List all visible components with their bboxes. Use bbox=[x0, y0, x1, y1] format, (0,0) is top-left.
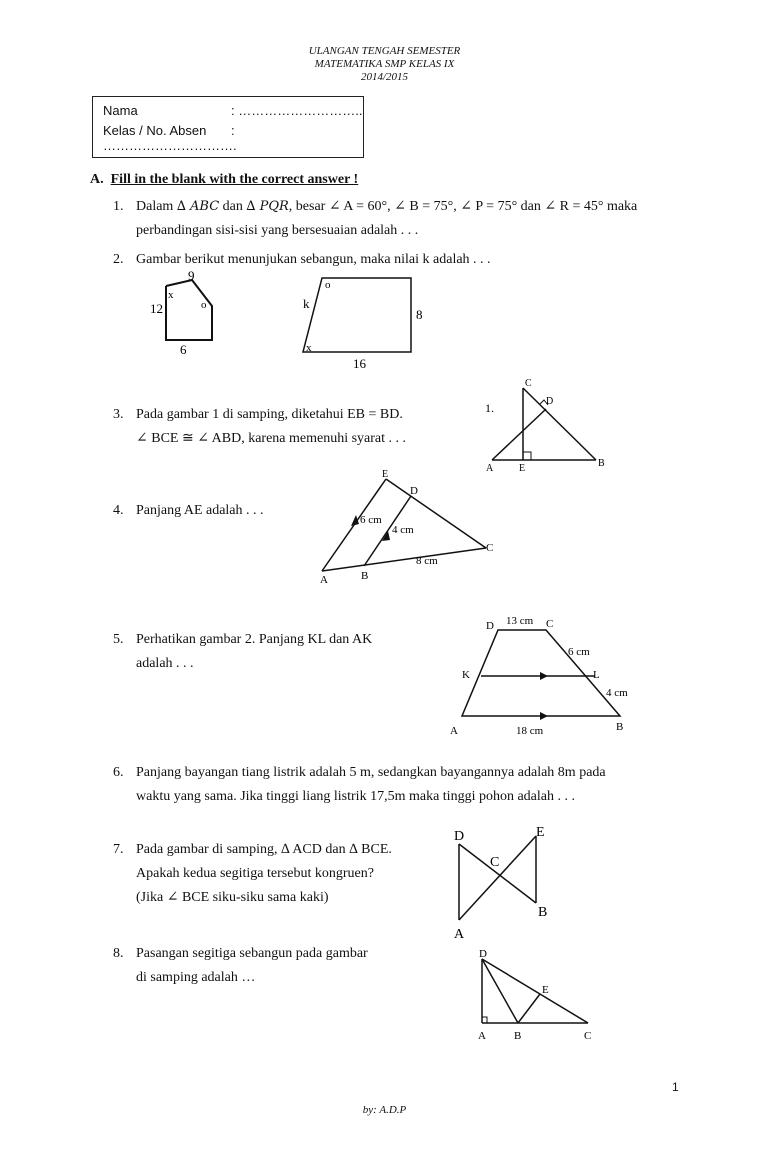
q5-length-ab: 18 cm bbox=[516, 725, 544, 737]
q5-trapezoid-figure bbox=[448, 610, 638, 740]
q1-text-a: Dalam bbox=[136, 199, 174, 214]
question-text: Pasangan segitiga sebangun pada gambar bbox=[136, 946, 368, 961]
question-text-line2: adalah . . . bbox=[136, 656, 194, 671]
question-text: Panjang AE adalah . . . bbox=[136, 503, 264, 518]
q7-figure bbox=[450, 820, 560, 945]
q3-label-a: A bbox=[486, 463, 494, 474]
question-text: Perhatikan gambar 2. Panjang KL dan AK bbox=[136, 632, 373, 647]
q1-text-dan: dan bbox=[222, 199, 243, 214]
question-text: Pada gambar 1 di samping, diketahui EB = BD. bbox=[136, 407, 403, 422]
q5-label-l: L bbox=[593, 669, 600, 681]
q8-line-be bbox=[518, 994, 540, 1023]
section-heading bbox=[90, 172, 358, 188]
q2-large-left-label: k bbox=[303, 296, 310, 311]
q2-small-angle-x: x bbox=[168, 289, 174, 301]
q8-label-d: D bbox=[479, 948, 487, 960]
q5-length-cl: 6 cm bbox=[568, 646, 590, 658]
q8-line-dc bbox=[482, 959, 588, 1023]
q1-triangle-abc: ∆ ABC bbox=[176, 199, 220, 214]
section-title: Fill in the blank with the correct answer ! bbox=[110, 172, 359, 187]
q3-label-b: B bbox=[598, 458, 605, 469]
q4-length-ae: 6 cm bbox=[360, 514, 382, 526]
q4-line-ec bbox=[386, 479, 486, 548]
question-number: 2. bbox=[113, 252, 124, 267]
q5-length-lb: 4 cm bbox=[606, 687, 628, 699]
q4-label-c: C bbox=[486, 542, 494, 554]
question-text: Panjang bayangan tiang listrik adalah 5 m, sedangkan bayangannya adalah 8m pada bbox=[136, 765, 606, 780]
q7-label-c: C bbox=[490, 855, 500, 870]
q5-label-a: A bbox=[450, 725, 458, 737]
question-number: 7. bbox=[113, 842, 124, 857]
class-blank: : …………………………. bbox=[103, 123, 237, 153]
q5-label-k: K bbox=[462, 669, 470, 681]
q3-label-c: C bbox=[525, 378, 532, 389]
q7-label-e: E bbox=[536, 825, 545, 840]
section-letter: A. bbox=[90, 172, 104, 187]
q7-label-d: D bbox=[454, 829, 465, 844]
question-text-line2: Apakah kedua segitiga tersebut kongruen? bbox=[136, 866, 374, 881]
q4-label-e: E bbox=[382, 469, 389, 480]
q5-label-c: C bbox=[546, 618, 554, 630]
q5-arrow-ab bbox=[540, 712, 548, 720]
q8-label-e: E bbox=[542, 984, 549, 996]
q8-label-c: C bbox=[584, 1030, 592, 1042]
q8-label-b: B bbox=[514, 1030, 522, 1042]
name-row bbox=[103, 103, 362, 118]
question-number: 1. bbox=[113, 199, 124, 214]
exam-subject: MATEMATIKA SMP KELAS IX bbox=[314, 58, 455, 70]
question-number: 5. bbox=[113, 632, 124, 647]
q2-large-shape bbox=[303, 278, 411, 352]
q3-line-cb bbox=[523, 388, 596, 460]
q2-large-bottom-label: 16 bbox=[353, 356, 366, 371]
q5-label-d: D bbox=[486, 620, 494, 632]
q4-figure bbox=[312, 465, 504, 585]
name-label: Nama bbox=[103, 103, 138, 118]
question-text-line3: (Jika ∠ BCE siku-siku sama kaki) bbox=[136, 890, 329, 905]
q7-label-b: B bbox=[538, 905, 548, 920]
q4-length-bc: 8 cm bbox=[416, 555, 438, 567]
q3-caption: 1. bbox=[485, 401, 494, 415]
q2-large-quadrilateral bbox=[295, 272, 435, 372]
q7-line-ae bbox=[459, 836, 536, 920]
q2-small-left-label: 12 bbox=[150, 301, 163, 316]
class-label: Kelas / No. Absen bbox=[103, 123, 207, 138]
q3-label-d: D bbox=[546, 396, 554, 407]
q7-label-a: A bbox=[454, 927, 465, 942]
q8-line-db bbox=[482, 959, 518, 1023]
q4-length-bd: 4 cm bbox=[392, 524, 414, 536]
question-text: Gambar berikut menunjukan sebangun, maka nilai k adalah . . . bbox=[136, 252, 491, 267]
question-text: Pada gambar di samping, ∆ ACD dan ∆ BCE. bbox=[136, 842, 392, 857]
author-credit: by: A.D.P bbox=[362, 1104, 407, 1116]
q4-label-d: D bbox=[410, 485, 418, 497]
q4-label-b: B bbox=[361, 570, 369, 582]
question-number: 4. bbox=[113, 503, 124, 518]
name-blank: : ……………………….. bbox=[231, 103, 363, 118]
exam-year: 2014/2015 bbox=[360, 71, 409, 83]
q4-arrow-ae bbox=[351, 515, 359, 526]
exam-title: ULANGAN TENGAH SEMESTER bbox=[308, 45, 461, 57]
q5-arrow-kl bbox=[540, 672, 548, 680]
q8-label-a: A bbox=[478, 1030, 486, 1042]
q2-small-top-label: 9 bbox=[188, 268, 195, 283]
q3-line-ad bbox=[492, 409, 546, 460]
page-number: 1 bbox=[672, 1080, 679, 1094]
q3-label-e: E bbox=[519, 463, 526, 474]
question-text-line2: ∠ BCE ≅ ∠ ABD, karena memenuhi syarat . . . bbox=[136, 431, 407, 446]
question-text-line2: perbandingan sisi-sisi yang bersesuaian adalah . . . bbox=[136, 223, 419, 238]
q4-label-a: A bbox=[320, 574, 328, 585]
q2-small-angle-o: o bbox=[201, 299, 207, 311]
question-number: 8. bbox=[113, 946, 124, 961]
q2-small-quadrilateral bbox=[140, 268, 220, 358]
class-row bbox=[103, 123, 363, 153]
q2-large-angle-o: o bbox=[325, 279, 331, 291]
question-number: 6. bbox=[113, 765, 124, 780]
q2-small-bottom-label: 6 bbox=[180, 342, 187, 357]
question-text-line2: di samping adalah … bbox=[136, 970, 256, 985]
q2-large-right-label: 8 bbox=[416, 307, 423, 322]
question-text bbox=[136, 195, 637, 219]
question-text-line2: waktu yang sama. Jika tinggi liang listrik 17,5m maka tinggi pohon adalah . . . bbox=[136, 789, 575, 804]
q7-line-db bbox=[459, 844, 536, 903]
q3-right-angle-e bbox=[523, 452, 531, 460]
q3-figure bbox=[480, 376, 615, 476]
identity-box bbox=[92, 96, 364, 158]
q5-label-b: B bbox=[616, 721, 624, 733]
q1-triangle-pqr: ∆ PQR bbox=[246, 199, 289, 214]
q1-text-rest: , besar ∠ A = 60°, ∠ B = 75°, ∠ P = 75° dan ∠ R = 45° maka bbox=[288, 199, 638, 214]
q2-large-angle-x: x bbox=[306, 342, 312, 354]
q4-line-ac bbox=[322, 548, 486, 571]
q8-figure bbox=[470, 945, 600, 1045]
question-number: 3. bbox=[113, 407, 124, 422]
q5-length-dc: 13 cm bbox=[506, 615, 534, 627]
